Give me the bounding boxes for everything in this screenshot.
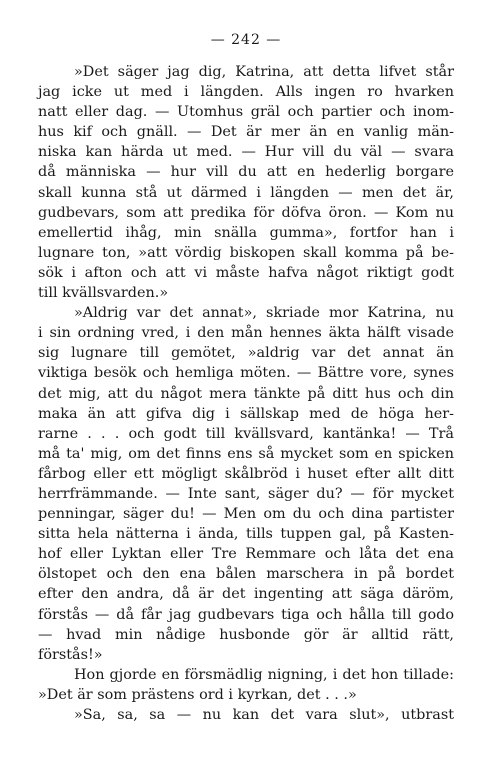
- text-line: skall kunna stå ut därmed i längden — men det är,: [38, 184, 454, 201]
- text-line: hof eller Lyktan eller Tre Remmare och låta det ena: [38, 546, 454, 563]
- text-line: »Aldrig var det annat», skriade mor Katrina, nu: [74, 305, 454, 322]
- text-line: ölstopet och den ena bålen marschera in på bordet: [38, 566, 454, 583]
- text-line: — hvad min nådige husbonde gör är alltid rätt,: [38, 626, 454, 643]
- text-line: det mig, att du något mera tänkte på ditt hus och din: [38, 385, 454, 402]
- text-line: natt eller dag. — Utomhus gräl och partier och inom-: [38, 104, 454, 121]
- text-line: jag icke ut med i längden. Alls ingen ro hvarken: [38, 84, 454, 101]
- text-line: herrfrämmande. — Inte sant, säger du? — för mycket: [38, 485, 454, 502]
- text-line: i sin ordning vred, i den mån hennes äkta hälft visade: [38, 325, 454, 342]
- text-line: då människa — hur vill du att en hederlig borgare: [38, 164, 454, 181]
- text-line: »Det är som prästens ord i kyrkan, det . . .»: [38, 686, 357, 703]
- text-line: fårbog eller ett mögligt skålbröd i huset efter allt ditt: [38, 465, 454, 482]
- body-text: [38, 62, 454, 725]
- text-line: penningar, säger du! — Men om du och dina partister: [38, 506, 454, 523]
- page-number: — 242 —: [210, 32, 282, 48]
- text-line: viktiga besök och hemliga möten. — Bättre vore, synes: [38, 365, 454, 382]
- text-line: »Det säger jag dig, Katrina, att detta lifvet står: [74, 64, 454, 80]
- text-line: lugnare ton, »att vördig biskopen skall komma på be-: [38, 244, 454, 261]
- text-line: Hon gjorde en försmädlig nigning, i det hon tillade:: [74, 666, 454, 683]
- text-line: till kvällsvarden.»: [38, 285, 169, 302]
- book-page: [38, 0, 454, 760]
- text-line: gudbevars, som att predika för döfva öron. — Kom nu: [38, 204, 454, 221]
- text-line: rarne . . . och godt till kvällsvard, kantänka! — Trå: [38, 425, 454, 442]
- text-line: sitta hela nätterna i ända, tills tuppen gal, på Kasten-: [38, 526, 454, 543]
- text-line: emellertid ihåg, min snälla gumma», fortfor han i: [38, 224, 454, 241]
- text-line: hus kif och gnäll. — Det är mer än en vanlig män-: [38, 124, 454, 141]
- text-line: maka än att gifva dig i sällskap med de höga her-: [38, 405, 454, 422]
- text-line: sök i afton och att vi måste hafva något riktigt godt: [38, 264, 454, 281]
- text-line: »Sa, sa, sa — nu kan det vara slut», utbrast: [74, 707, 454, 723]
- text-line: sig lugnare till gemötet, »aldrig var det annat än: [38, 345, 454, 362]
- text-line: må ta' mig, om det finns ens så mycket som en spicken: [38, 445, 454, 462]
- text-line: förstås — då får jag gudbevars tiga och hålla till godo: [38, 606, 454, 623]
- text-line: efter den andra, då är det ingenting att säga däröm,: [38, 586, 454, 603]
- text-line: niska kan härda ut med. — Hur vill du väl — svara: [38, 144, 454, 161]
- text-line: förstås!»: [38, 646, 103, 663]
